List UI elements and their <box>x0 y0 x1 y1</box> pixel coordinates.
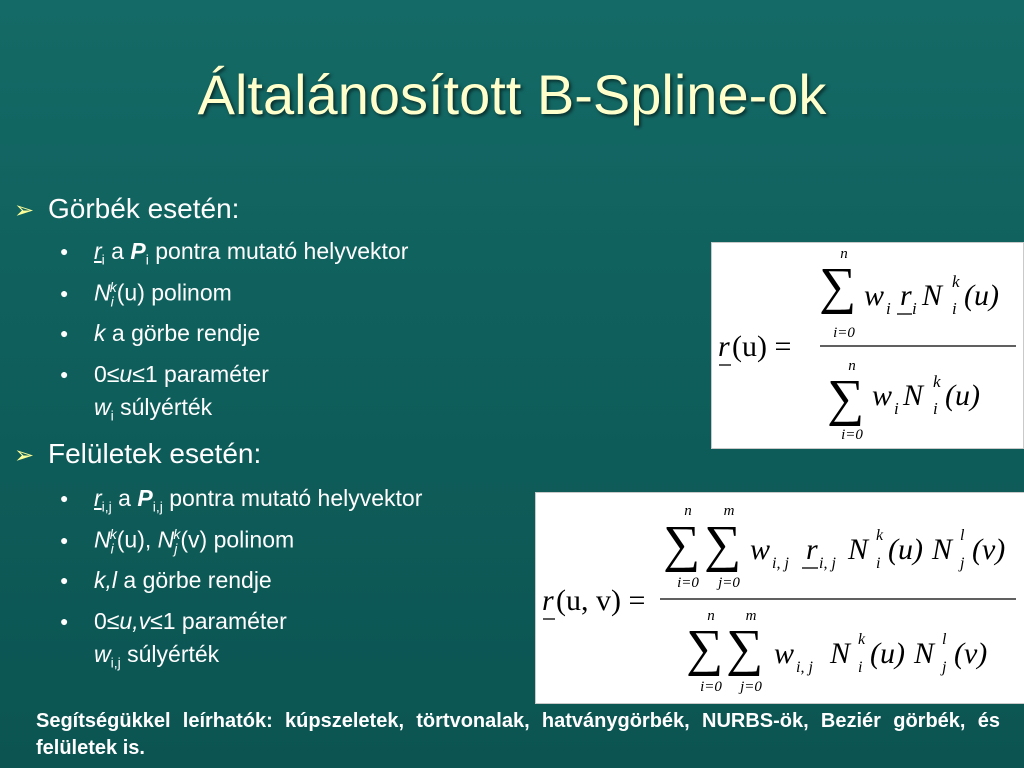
den-w: w <box>774 637 795 670</box>
den-w-sub: i <box>894 399 899 418</box>
num-r-sub: i, j <box>819 555 836 572</box>
num-N-sub: i <box>952 299 957 318</box>
surfaces-item-position-vector: ● $r_{i,j}$ a $P_{i,j}$ pontra mutató helyvektor <box>60 485 423 515</box>
num-N1-sub: i <box>876 555 881 572</box>
den-N2: N <box>914 637 935 670</box>
num-N1-sup: k <box>876 527 884 544</box>
num-N1: N <box>848 533 869 566</box>
den-sum-bottom: i=0 <box>841 427 863 443</box>
curves-item-weight: $w_i$ súlyérték <box>94 394 213 424</box>
num-r: r <box>806 533 818 566</box>
den-arg: (u) <box>945 379 980 412</box>
curve-formula <box>712 243 1023 448</box>
surface-formula <box>536 493 1024 703</box>
dot-bullet-icon: ● <box>60 572 69 588</box>
dot-bullet-icon: ● <box>60 284 69 301</box>
section-curves <box>14 193 239 225</box>
surfaces-item-polynomials: ● $N_i^k(u)$, $N_j^k(v)$ polinom <box>60 526 295 557</box>
den-sum1-bottom: i=0 <box>700 679 722 695</box>
num-sum-top: n <box>840 246 848 262</box>
num-w-sub: i <box>886 299 891 318</box>
curves-item-position-vector: ● $r_i$ a $P_i$ pontra mutató helyvektor <box>60 238 409 268</box>
den-sum1-icon: ∑ <box>686 620 724 677</box>
den-sum2-icon: ∑ <box>726 620 764 677</box>
num-arg-u: (u) <box>888 533 923 566</box>
den-N2-sub: j <box>942 659 947 676</box>
den-N-sup: k <box>933 372 941 391</box>
num-arg-v: (v) <box>972 533 1006 566</box>
den-sum-top: n <box>848 358 856 374</box>
dot-bullet-icon: ● <box>60 490 69 506</box>
num-N2-sup: l <box>960 527 965 544</box>
surfaces-item-weight: $w_{i,j}$ súlyérték <box>94 641 220 671</box>
surfaces-item-order: ● k,l a görbe rendje <box>60 567 272 593</box>
footer-note: Segítségükkel leírhatók: kúpszeletek, törtvonalak, hatványgörbék, NURBS-ök, Beziér görbék, és felületek is. <box>36 710 1000 759</box>
num-N2: N <box>932 533 953 566</box>
lhs-args: (u) = <box>732 330 792 363</box>
num-sum2-top: m <box>723 503 735 519</box>
den-N1: N <box>830 637 851 670</box>
num-N: N <box>922 279 943 312</box>
slide-title: Általánosított B-Spline-ok <box>197 63 827 126</box>
den-sum-icon: ∑ <box>827 370 865 427</box>
den-arg-u: (u) <box>870 637 905 670</box>
num-r-sub: i <box>912 299 917 318</box>
den-sum2-top: m <box>745 608 757 624</box>
dot-bullet-icon: ● <box>60 325 69 341</box>
lhs-r: r <box>718 330 730 363</box>
surfaces-item-parameter: ● 0≤u,v≤1 paraméter <box>60 608 287 634</box>
num-sum-bottom: i=0 <box>833 325 855 341</box>
num-sum1-icon: ∑ <box>663 516 701 573</box>
num-N2-sub: j <box>960 555 965 572</box>
den-N-sub: i <box>933 399 938 418</box>
num-sum2-icon: ∑ <box>704 516 742 573</box>
lhs-r: r <box>542 584 554 617</box>
dot-bullet-icon: ● <box>60 613 69 629</box>
dot-bullet-icon: ● <box>60 243 69 259</box>
num-w: w <box>864 279 885 312</box>
den-w-sub: i, j <box>796 659 813 676</box>
section-surfaces-heading: Felületek esetén: <box>48 438 262 469</box>
den-arg-v: (v) <box>954 637 988 670</box>
section-curves-heading: Görbék esetén: <box>48 193 240 224</box>
den-N1-sup: k <box>858 631 866 648</box>
den-N1-sub: i <box>858 659 863 676</box>
curves-item-polynomial: ● $N_i^k(u)$ polinom <box>60 279 232 310</box>
num-sum-icon: ∑ <box>819 258 857 315</box>
num-r: r <box>900 279 912 312</box>
den-N2-sup: l <box>942 631 947 648</box>
curve-formula-box <box>711 242 1024 449</box>
den-w: w <box>872 379 893 412</box>
den-sum1-top: n <box>707 608 715 624</box>
surface-formula-box <box>535 492 1024 704</box>
dot-bullet-icon: ● <box>60 366 69 382</box>
arrow-bullet-icon: ➢ <box>14 197 35 224</box>
num-w: w <box>750 533 771 566</box>
curves-item-parameter: ● 0≤u≤1 paraméter <box>60 361 269 387</box>
section-surfaces <box>14 438 261 470</box>
num-N-sup: k <box>952 272 960 291</box>
num-sum2-bottom: j=0 <box>718 575 740 591</box>
num-arg: (u) <box>964 279 999 312</box>
arrow-bullet-icon: ➢ <box>14 442 35 469</box>
dot-bullet-icon: ● <box>60 531 69 548</box>
num-sum1-bottom: i=0 <box>677 575 699 591</box>
num-sum1-top: n <box>684 503 692 519</box>
curves-item-order: ● k a görbe rendje <box>60 320 261 346</box>
num-w-sub: i, j <box>772 555 789 572</box>
lhs-args: (u, v) = <box>556 584 646 617</box>
den-N: N <box>903 379 924 412</box>
den-sum2-bottom: j=0 <box>740 679 762 695</box>
